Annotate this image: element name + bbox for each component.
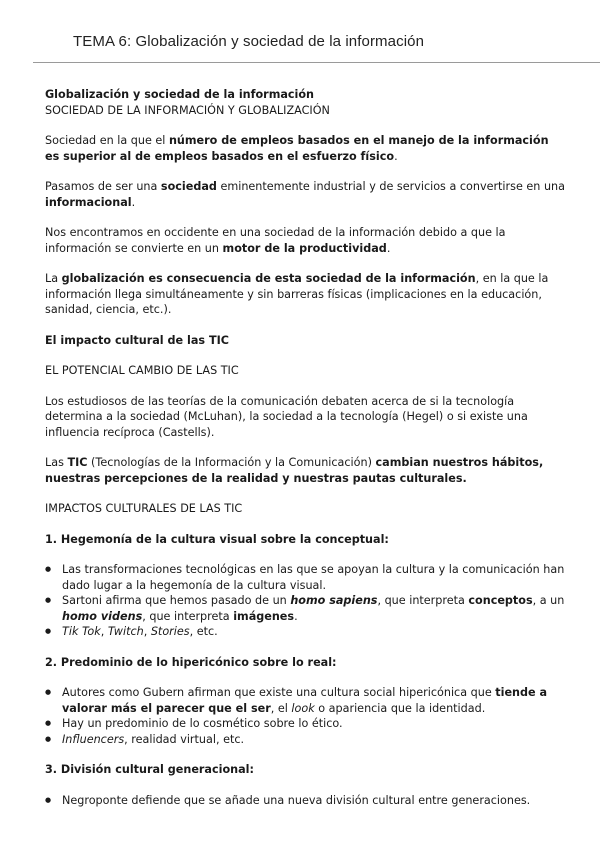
list-item: ● Influencers, realidad virtual, etc. [45, 732, 565, 748]
section-3-list [45, 793, 565, 809]
section-subtitle: SOCIEDAD DE LA INFORMACIÓN Y GLOBALIZACIÓN [45, 103, 330, 117]
cultural-impacts-heading: IMPACTOS CULTURALES DE LAS TIC [45, 502, 243, 515]
impact-heading: El impacto cultural de las TIC [45, 333, 229, 347]
document-body [45, 87, 565, 808]
paragraph-5: Los estudiosos de las teorías de la comunicación debaten acerca de si la tecnología determina a la sociedad (McLuhan), la sociedad a la tecnología (Hegel) o si existe una influencia recíproca (Castells). [45, 394, 528, 439]
list-item: ● Las transformaciones tecnológicas en las que se apoyan la cultura y la comunicación han dado lugar a la hegemonía de la cultura visual. [45, 562, 565, 593]
list-item: ● Negroponte defiende que se añade una nueva división cultural entre generaciones. [45, 793, 565, 809]
section-2-list [45, 685, 565, 747]
list-item: ● Hay un predominio de lo cosmético sobre lo ético. [45, 716, 565, 732]
section-title: Globalización y sociedad de la información [45, 88, 315, 101]
page-header-title: TEMA 6: Globalización y sociedad de la información [73, 33, 425, 50]
list-item: ● Autores como Gubern afirman que existe una cultura social hipericónica que tiende a valorar más el parecer que el ser, el look o apariencia que la identidad. [45, 685, 565, 716]
paragraph-1: Sociedad en la que el número de empleos basados en el manejo de la información es superior al de empleos basados en el esfuerzo físico. [45, 134, 549, 163]
potential-heading: EL POTENCIAL CAMBIO DE LAS TIC [45, 364, 239, 377]
paragraph-4: La globalización es consecuencia de esta sociedad de la información, en la que la información llega simultáneamente y sin barreras físicas (implicaciones en la educación, sanidad, ciencia, etc.). [45, 272, 549, 316]
section-1-title: 1. Hegemonía de la cultura visual sobre la conceptual: [45, 532, 389, 546]
list-item: ● Sartoni afirma que hemos pasado de un homo sapiens, que interpreta conceptos, a un homo videns, que interpreta imágenes. [45, 593, 565, 624]
section-2-title: 2. Predominio de lo hipericónico sobre lo real: [45, 655, 337, 669]
paragraph-6: Las TIC (Tecnologías de la Información y la Comunicación) cambian nuestros hábitos, nuestras percepciones de la realidad y nuestras pautas culturales. [45, 456, 544, 485]
section-1-list [45, 562, 565, 640]
paragraph-2: Pasamos de ser una sociedad eminentemente industrial y de servicios a convertirse en una informacional. [45, 180, 565, 209]
section-3-title: 3. División cultural generacional: [45, 763, 254, 776]
paragraph-3: Nos encontramos en occidente en una sociedad de la información debido a que la información se convierte en un motor de la productividad. [45, 226, 506, 255]
list-item: ● Tik Tok, Twitch, Stories, etc. [45, 624, 565, 640]
header-divider [33, 62, 600, 63]
